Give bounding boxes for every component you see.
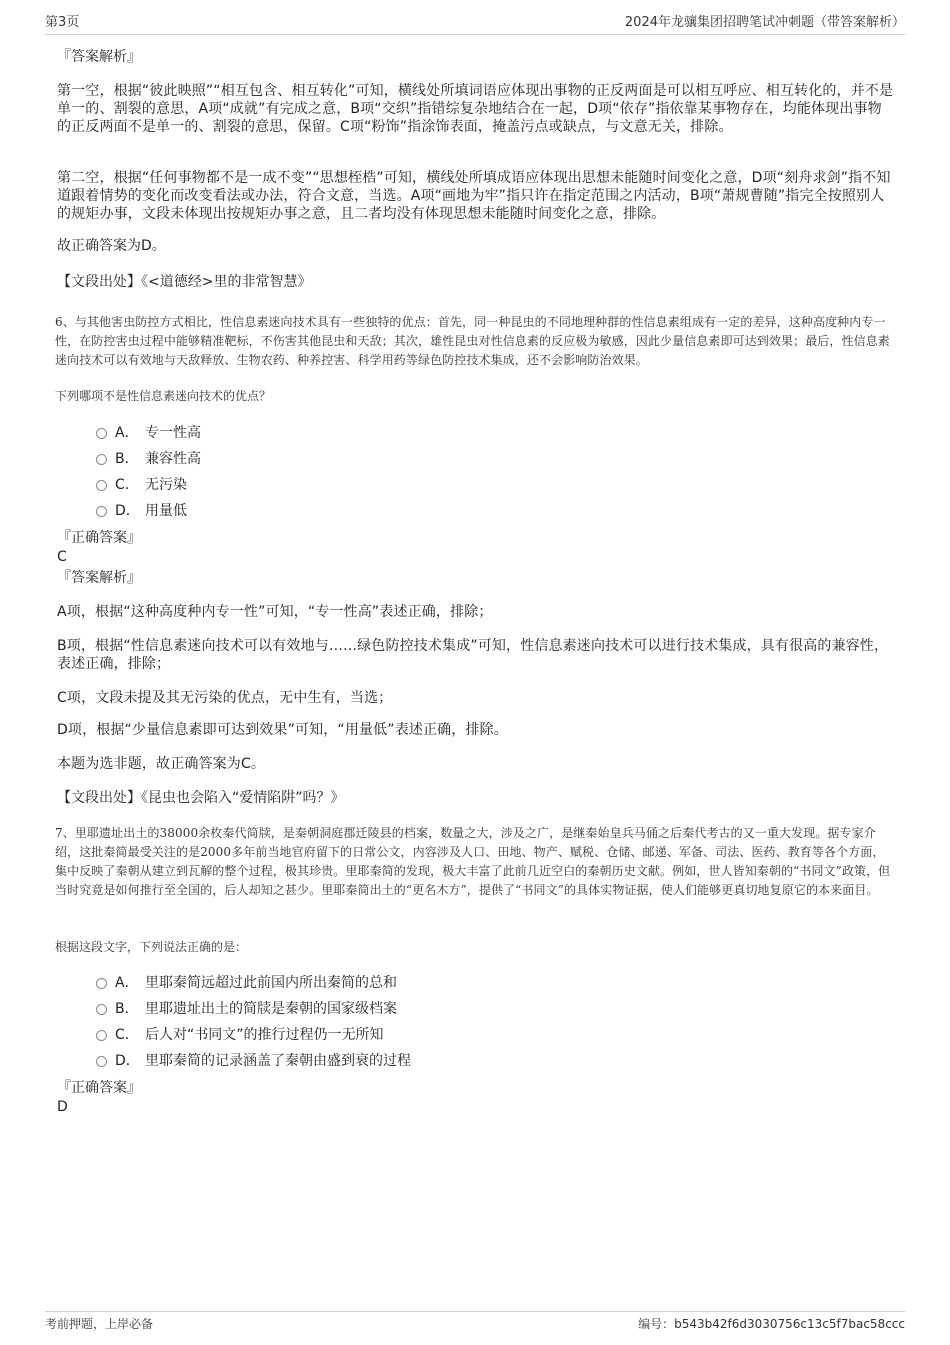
q5-source: 【文段出处】《<道德经>里的非常智慧》 (57, 274, 312, 290)
radio-icon[interactable] (96, 506, 107, 517)
q5-conclusion: 故正确答案为D。 (57, 238, 166, 254)
q6-analysis-c: C项，文段未提及其无污染的优点，无中生有，当选； (57, 690, 393, 706)
page-header (45, 15, 905, 35)
option-letter: B． (115, 451, 139, 467)
q7-stem: 7、里耶遗址出土的38000余枚秦代简牍，是秦朝洞庭郡迁陵县的档案，数量之大，涉及之广，是继秦始皇兵马俑之后秦代考古的又一重大发现。据专家介绍，这批秦简最受关注的是2000多年前当地官府留下的日常公文，内容涉及人口、田地、物产、赋税、仓储、邮递、军备、司法、医药、教育等各个方面，集中反映了秦朝从建立到瓦解的整个过程，极其珍贵。里耶秦简的发现，极大丰富了此前几近空白的秦朝历史文献。例如，世人皆知秦朝的“书同文”政策，但当时究竟是如何推行至全国的，后人却知之甚少。里耶秦简出土的“更名木方”，提供了“书同文”的具体实物证据，使人们能够更真切地复原它的本来面目。 (55, 826, 891, 897)
q7-option-c[interactable] (96, 1025, 384, 1043)
radio-icon[interactable] (96, 454, 107, 465)
option-letter: C． (115, 477, 139, 493)
document-title: 2024年龙骧集团招聘笔试冲刺题（带答案解析） (624, 15, 905, 30)
option-letter: B． (115, 1001, 139, 1017)
document-code: 编号：b543b42f6d3030756c13c5f7bac58ccc (638, 1317, 905, 1331)
radio-icon[interactable] (96, 1030, 107, 1041)
q7-option-a[interactable] (96, 973, 397, 991)
q6-analysis-a: A项，根据“这种高度种内专一性”可知，“专一性高”表述正确，排除； (57, 604, 493, 620)
q6-option-a[interactable] (96, 423, 201, 441)
q6-analysis-d: D项，根据“少量信息素即可达到效果”可知，“用量低”表述正确，排除。 (57, 722, 508, 738)
q6-conclusion: 本题为选非题，故正确答案为C。 (57, 756, 266, 772)
q6-source: 【文段出处】《昆虫也会陷入“爱情陷阱”吗？》 (57, 790, 345, 806)
q7-option-b[interactable] (96, 999, 397, 1017)
radio-icon[interactable] (96, 1056, 107, 1067)
q5-analysis-para-1: 第一空，根据“彼此映照”“相互包含、相互转化”可知，横线处所填词语应体现出事物的正反两面是可以相互呼应、相互转化的，并不是单一的、割裂的意思，A项“成就”有完成之意，B项“交织”指错综复杂地结合在一起，D项“依存”指依靠某事物存在，均能体现出事物的正反两面不是单一的、割裂的意思，保留。C项“粉饰”指涂饰表面，掩盖污点或缺点，与文意无关，排除。 (57, 83, 894, 135)
radio-icon[interactable] (96, 428, 107, 439)
q7-answer: D (57, 1099, 68, 1115)
q6-option-b[interactable] (96, 449, 201, 467)
q7-option-d[interactable] (96, 1051, 411, 1069)
option-text: 后人对“书同文”的推行过程仍一无所知 (145, 1027, 384, 1043)
option-letter: D． (115, 1053, 140, 1069)
option-letter: A． (115, 425, 139, 441)
option-text: 专一性高 (145, 425, 201, 441)
radio-icon[interactable] (96, 1004, 107, 1015)
radio-icon[interactable] (96, 480, 107, 491)
radio-icon[interactable] (96, 978, 107, 989)
q5-analysis-para-2: 第二空，根据“任何事物都不是一成不变”“思想桎梏”可知，横线处所填成语应体现出思想未能随时间变化之意，D项“刻舟求剑”指不知道跟着情势的变化而改变看法或办法，符合文意，当选。A项“画地为牢”指只许在指定范围之内活动，B项“萧规曹随”指完全按照别人的规矩办事，文段未体现出按规矩办事之意，且二者均没有体现思想未能随时间变化之意，排除。 (57, 170, 891, 222)
page-number: 第3页 (45, 15, 80, 30)
q6-stem: 6、与其他害虫防控方式相比，性信息素迷向技术具有一些独特的优点：首先，同一种昆虫的不同地理种群的性信息素组成有一定的差异，这种高度种内专一性，在防控害虫过程中能够精准靶标，不伤害其他昆虫和天敌；其次，雄性昆虫对性信息素的反应极为敏感，因此少量信息素即可达到效果；最后，性信息素迷向技术可以有效地与天敌释放、生物农药、种养控害、科学用药等绿色防控技术集成，还不会影响防治效果。 (55, 315, 890, 367)
q7-answer-label: 『正确答案』 (57, 1080, 141, 1096)
q6-ask: 下列哪项不是性信息素迷向技术的优点？ (55, 389, 272, 403)
option-letter: C． (115, 1027, 139, 1043)
option-text: 无污染 (145, 477, 187, 493)
q5-analysis-label: 『答案解析』 (57, 49, 141, 65)
q6-answer-label: 『正确答案』 (57, 530, 141, 546)
q6-option-d[interactable] (96, 501, 187, 519)
option-text: 里耶秦简的记录涵盖了秦朝由盛到衰的过程 (145, 1053, 411, 1069)
option-text: 兼容性高 (145, 451, 201, 467)
q6-answer: C (57, 549, 67, 565)
option-letter: D． (115, 503, 140, 519)
q6-analysis-b: B项，根据“性信息素迷向技术可以有效地与……绿色防控技术集成”可知，性信息素迷向技术可以进行技术集成，具有很高的兼容性，表述正确，排除； (57, 638, 889, 672)
option-text: 里耶秦简远超过此前国内所出秦简的总和 (145, 975, 397, 991)
q6-analysis-label: 『答案解析』 (57, 570, 141, 586)
q7-ask: 根据这段文字，下列说法正确的是： (55, 940, 248, 954)
option-letter: A． (115, 975, 139, 991)
option-text: 里耶遗址出土的简牍是秦朝的国家级档案 (145, 1001, 397, 1017)
q6-option-c[interactable] (96, 475, 187, 493)
option-text: 用量低 (145, 503, 187, 519)
page-footer (45, 1311, 905, 1333)
footer-slogan: 考前押题，上岸必备 (45, 1317, 154, 1331)
